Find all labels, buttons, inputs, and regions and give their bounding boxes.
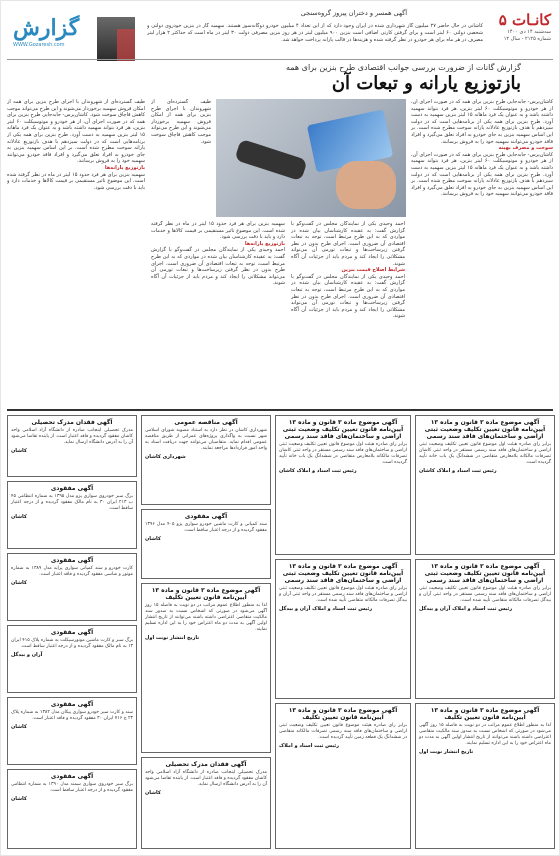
ad-title: آگهی مناقصه عمومی	[174, 419, 238, 426]
notice-title: آگهی موضوع ماده ۳ قانون و ماده ۱۳ آیین‌نامه قانون تعیین تکلیف وضعیت ثبتی اراضی و ساختمان‌های فاقد سند رسمی	[424, 419, 546, 440]
ad-box-4	[7, 625, 137, 693]
ad-footer: شهرداری کاشان	[145, 454, 186, 460]
hand-graphic	[336, 161, 396, 209]
ad-box-8	[141, 509, 271, 579]
ad-box-2	[7, 481, 137, 549]
notice-box-6	[415, 703, 555, 849]
notice-box-1	[275, 415, 411, 555]
notice-title: آگهی موضوع ماده ۳ قانون و ماده ۱۳ آیین‌نامه قانون تعیین تکلیف	[288, 707, 398, 721]
notice-body: برابر رای صادره هیئت اول موضوع قانون تعیین تکلیف وضعیت ثبتی اراضی و ساختمان‌های فاقد سند رسمی مستقر در واحد ثبتی کاشان تصرفات مالکانه بلامعارض متقاضی در ششدانگ یک باب خانه تأیید گردیده است.	[419, 442, 551, 465]
ad-box-1	[7, 415, 137, 477]
publication-date: سه‌شنبه ۱۴ دی ۱۴۰۰	[507, 29, 551, 35]
ad-body: سند و کارت سبز خودرو سواری پیکان مدل ۱۳۸۲ به شماره پلاک ۲۳ ج ۷۱۶ ایران ۳۰ مفقود گردیده و فاقد اعتبار است.	[11, 710, 133, 721]
notice-footer: رئیس ثبت اسناد و املاک	[279, 743, 339, 749]
story-text-3b: احمد وحیدی یکی از نمایندگان مجلس در گفت‌وگو با گزارش گفت: به عقیده کارشناسان بیان شده در مواردی که به این طرح مرتبط است، توجه به تبعات اقتصادی آن ضروری است. اجرای طرح بدون در نظر گرفتن زیرساخت‌ها و تبعات تورمی آن می‌تواند مشکلاتی را ایجاد کند و مردم باید از جزئیات آن آگاه شوند.	[151, 247, 285, 287]
ad-body: سند کمپانی و کارت ماشین خودرو سواری پژو ۴۰۵ مدل ۱۳۹۶ مفقود گردیده و از درجه اعتبار ساقط است.	[145, 522, 268, 533]
ad-body: برگ سبز خودروی سواری سمند مدل ۱۳۹۰ به شماره انتظامی مفقود گردیده و از درجه اعتبار ساقط است.	[11, 782, 133, 793]
story-column-1	[411, 99, 553, 399]
ad-footer: کاشان	[11, 724, 27, 730]
notice-footer: رئیس ثبت اسناد و املاک آران و بیدگل	[279, 606, 373, 612]
notice-title: آگهی موضوع ماده ۳ قانون و ماده ۱۳ آیین‌نامه قانون تعیین تکلیف وضعیت ثبتی اراضی و ساختمان‌های فاقد سند رسمی	[282, 563, 404, 584]
ad-body: مدرک تحصیلی اینجانب صادره از دانشگاه آزاد اسلامی واحد کاشان مفقود گردیده و فاقد اعتبار است. از یابنده تقاضا می‌شود آن را به آدرس دانشگاه ارسال نماید.	[145, 770, 267, 787]
notice-body: برابر رای صادره هیئت موضوع قانون تعیین تکلیف وضعیت ثبتی اراضی و ساختمان‌های فاقد سند رسمی تصرفات مالکانه متقاضی در ششدانگ یک قطعه زمین تأیید گردیده است.	[279, 723, 407, 740]
header-article-text: کاشانی در حال حاضر ۲۷ میلیون گاز شهرداری شده در ایران وجود دارد که از این تعداد ۴ میلیون خودرو دوگانه‌سوز هستند. سهمیه گاز در بنزین خودروی دولتی و شخصی دولتی ۶۰ لیتر است و برای گرفتن کارتی اضافی است بنزین ۹۰۰ میلیون لیتر در هر روز بنزین مصرفی دولت ۳۰ لیتر در ماه است که حداکثر ۲ هزار لیتر مصرف در هر ماه برای هر خودرو در نظر گرفته شده و هزینه‌ها در قالب یارانه پرداخت خواهد شد.	[147, 23, 483, 43]
ad-title: آگهی مفقودی	[50, 485, 94, 492]
ad-body: برگ سبز خودروی سواری پژو مدل ۱۳۹۵ به شماره انتظامی ۴۵ ب ۲۱۳ ایران ۳۰ به نام مالک مفقود گردیده و از درجه اعتبار ساقط است.	[11, 494, 133, 511]
story-text-5: طیف گسترده‌ای از شهروندان با اجرای طرح بنزین برای همه از امکان فروش سهمیه برخوردار می‌شوند و این طرح می‌تواند موجب کاهش قاچاق سوخت شود.	[7, 99, 145, 119]
notice-body: لذا به منظور اطلاع عموم مراتب در دو نوبت به فاصله ۱۵ روز آگهی می‌شود در صورتی که اشخاص نسبت به صدور سند مالکیت متقاضی اعتراضی داشته باشند می‌توانند از تاریخ انتشار اولین آگهی به مدت دو ماه اعتراض خود را به این اداره تسلیم نمایند.	[419, 723, 551, 746]
notice-box-3	[275, 703, 411, 849]
story-text-1b: کاشان‌پرس- جابه‌جایی طرح بنزین برای همه که در صورت اجرای آن، از هر خودرو و موتوسیکلت ۶۰ لیتر بنزین، هر فرد بتواند سهمیه داشته باشد و به عنوان یک فرد ماهانه ۱۵ لیتر بنزین سهمیه به دست آورد. طرح بنزین برای همه یکی از برنامه‌هایی است که در دولت سیزدهم با هدف بازتوزیع عادلانه یارانه سوخت مطرح شده است. بر این اساس سهمیه بنزین به جای خودرو به افراد تعلق می‌گیرد و افراد فاقد خودرو می‌توانند سهمیه خود را به فروش برسانند.	[411, 151, 553, 198]
notice-body: برابر رای صادره هیئت اول موضوع قانون تعیین تکلیف وضعیت ثبتی اراضی و ساختمان‌های فاقد سند رسمی مستقر در واحد ثبتی آران و بیدگل تصرفات مالکانه متقاضی تأیید شده است.	[419, 586, 551, 603]
ad-footer: کاشان	[145, 790, 161, 796]
ad-box-7	[141, 415, 271, 505]
story-text-5c: سهمیه بنزین برای هر فرد حدود ۱۵ لیتر در ماه در نظر گرفته شده است. این موضوع تاثیر مستقیمی بر قیمت کالاها و خدمات دارد و باید با دقت بررسی شود.	[7, 171, 145, 191]
page-header	[7, 9, 553, 57]
ad-box-9	[141, 583, 271, 753]
story-subhead-3: بازتوزیع یارانه‌ها	[244, 240, 285, 247]
notice-box-2	[275, 559, 411, 699]
ad-title: آگهی مفقودی	[50, 557, 94, 564]
story-kicker: گزارش گانات از ضرورت بررسی جوانب اقتصادی طرح بنزین برای همه	[286, 63, 521, 72]
header-divider	[7, 59, 553, 60]
notice-body: برابر رای صادره هیئت اول موضوع قانون تعیین تکلیف وضعیت ثبتی اراضی و ساختمان‌های فاقد سند رسمی مستقر در واحد ثبتی کاشان تصرفات مالکانه بلامعارض متقاضی در ششدانگ یک باب خانه تأیید گردیده است.	[279, 442, 407, 465]
ad-footer: کاشان	[11, 448, 27, 454]
ad-box-6	[7, 769, 137, 849]
publication-name: ۵ کانـات	[498, 11, 551, 29]
ad-footer: تاریخ انتشار نوبت اول	[145, 635, 200, 641]
story-text-2: احمد وحیدی یکی از نمایندگان مجلس در گفت‌وگو با گزارش گفت: به عقیده کارشناسان بیان شده در مواردی که به این طرح مرتبط است، توجه به تبعات اقتصادی آن ضروری است. اجرای طرح بدون در نظر گرفتن زیرساخت‌ها و تبعات تورمی آن می‌تواند مشکلاتی را ایجاد کند و مردم باید از جزئیات آن آگاه شوند.	[291, 221, 405, 267]
story-subhead-2: شرایط اصلاح قیمت بنزین	[341, 267, 405, 274]
story-text-4: طیف گسترده‌ای از شهروندان با اجرای طرح بنزین برای همه از امکان فروش سهمیه برخوردار می‌شوند و این طرح می‌تواند موجب کاهش قاچاق سوخت شود.	[151, 99, 211, 145]
ad-footer: آران و بیدگل	[11, 652, 43, 658]
ad-body: شهرداری کاشان در نظر دارد به استناد مصوبه شورای اسلامی شهر نسبت به واگذاری پروژه‌های عمرانی از طریق مناقصه عمومی اقدام نماید. متقاضیان می‌توانند جهت دریافت اسناد به واحد امور قراردادها مراجعه نمایند.	[145, 428, 267, 451]
notice-box-5	[415, 559, 555, 699]
fuel-nozzle-graphic	[234, 139, 307, 182]
ad-box-10	[141, 757, 271, 849]
story-subhead-4: بازتوزیع یارانه‌ها	[104, 164, 145, 171]
story-text-2b: احمد وحیدی یکی از نمایندگان مجلس در گفت‌وگو با گزارش گفت: به عقیده کارشناسان بیان شده در مواردی که به این طرح مرتبط است، توجه به تبعات اقتصادی آن ضروری است. اجرای طرح بدون در نظر گرفتن زیرساخت‌ها و تبعات تورمی آن می‌تواند مشکلاتی را ایجاد کند و مردم باید از جزئیات آن آگاه شوند.	[291, 273, 405, 320]
notice-title: آگهی موضوع ماده ۳ قانون و ماده ۱۳ آیین‌نامه قانون تعیین تکلیف وضعیت ثبتی اراضی و ساختمان‌های فاقد سند رسمی	[424, 563, 546, 584]
ad-body: مدرک تحصیلی اینجانب صادره از دانشگاه آزاد اسلامی واحد کاشان مفقود گردیده و فاقد اعتبار است. از یابنده تقاضا می‌شود آن را به آدرس دانشگاه ارسال نماید.	[11, 428, 133, 445]
ad-footer: کاشان	[11, 580, 27, 586]
publication-issue: شماره ۲۱۲۵ - سال ۱۲	[503, 36, 551, 42]
ad-body: لذا به منظور اطلاع عموم مراتب در دو نوبت به فاصله ۱۵ روز آگهی می‌شود در صورتی که اشخاص نسبت به صدور سند مالکیت متقاضی اعتراضی داشته باشند می‌توانند از تاریخ انتشار اولین آگهی به مدت دو ماه اعتراض خود را به این اداره تسلیم نمایند.	[145, 603, 267, 632]
header-photo-accent	[117, 29, 135, 61]
story-column-4	[151, 99, 211, 217]
ad-title: آگهی مفقودی	[50, 773, 94, 780]
ad-box-5	[7, 697, 137, 765]
story-subhead-1: سوخت و مصرف بهینه	[498, 145, 553, 152]
story-headline: بازتوزیع یارانه و تبعات آن	[331, 73, 521, 94]
logo-title: گزارش	[13, 15, 80, 41]
ads-divider	[7, 409, 553, 411]
notice-footer: رئیس ثبت اسناد و املاک کاشان	[419, 468, 497, 474]
ad-title: آگهی مفقودی	[50, 701, 94, 708]
story-column-2	[291, 221, 405, 401]
ad-body: برگ سبز و کارت ماشین موتورسیکلت به شماره پلاک ۴۱۵ ایران ۱۳ به نام مالک مفقود گردیده و از درجه اعتبار ساقط است.	[11, 638, 134, 649]
notice-footer: رئیس ثبت اسناد و املاک آران و بیدگل	[419, 606, 513, 612]
header-caption: آگهی همسر و دختران پیروز گروه‌سنجی	[300, 9, 407, 17]
story-column-3	[151, 221, 285, 401]
ad-title: آگهی موضوع ماده ۳ قانون و ماده ۱۳ آیین‌نامه قانون تعیین تکلیف	[151, 587, 261, 601]
notice-title: آگهی موضوع ماده ۳ قانون و ماده ۱۳ آیین‌نامه قانون تعیین تکلیف	[430, 707, 540, 721]
ad-footer: کاشان	[11, 796, 27, 802]
ad-body: کارت خودرو و سند کمپانی سواری پراید مدل ۱۳۸۹ به شماره موتور و شاسی مفقود گردیده و فاقد اعتبار است.	[11, 566, 133, 577]
notice-box-4	[415, 415, 555, 555]
ad-footer: کاشان	[145, 536, 161, 542]
logo-website: WWW.Gozaresh.com	[13, 42, 65, 48]
notice-body: برابر رای صادره هیئت اول موضوع قانون تعیین تکلیف وضعیت ثبتی اراضی و ساختمان‌های فاقد سند رسمی مستقر در واحد ثبتی آران و بیدگل تصرفات مالکانه متقاضی تأیید شده است.	[279, 586, 407, 603]
ad-footer: کاشان	[11, 514, 27, 520]
notice-title: آگهی موضوع ماده ۳ قانون و ماده ۱۳ آیین‌نامه قانون تعیین تکلیف وضعیت ثبتی اراضی و ساختمان‌های فاقد سند رسمی	[282, 419, 404, 440]
story-text-3: سهمیه بنزین برای هر فرد حدود ۱۵ لیتر در ماه در نظر گرفته شده است. این موضوع تاثیر مستقیمی بر قیمت کالاها و خدمات دارد و باید با دقت بررسی شود.	[151, 221, 285, 241]
story-photo-fuel-card	[216, 99, 406, 217]
ad-box-3	[7, 553, 137, 621]
notice-footer: رئیس ثبت اسناد و املاک کاشان	[279, 468, 357, 474]
publication-masthead	[489, 11, 551, 43]
story-text-5b: کاشان‌پرس- جابه‌جایی طرح بنزین برای همه که در صورت اجرای آن، از هر خودرو و موتوسیکلت ۶۰ لیتر بنزین، هر فرد بتواند سهمیه داشته باشد و به عنوان یک فرد ماهانه ۱۵ لیتر بنزین سهمیه به دست آورد. طرح بنزین برای همه یکی از برنامه‌هایی است که در دولت سیزدهم با هدف بازتوزیع عادلانه یارانه سوخت مطرح شده است. بر این اساس سهمیه بنزین به جای خودرو به افراد تعلق می‌گیرد و افراد فاقد خودرو می‌توانند سهمیه خود را به فروش برسانند.	[7, 112, 145, 165]
ad-title: آگهی فقدان مدرک تحصیلی	[165, 761, 247, 768]
newspaper-logo	[9, 9, 87, 55]
ad-title: آگهی مفقودی	[50, 629, 94, 636]
story-column-5	[7, 99, 145, 399]
story-text-1: کاشان‌پرس- جابه‌جایی طرح بنزین برای همه که در صورت اجرای آن، از هر خودرو و موتوسیکلت ۶۰ لیتر بنزین، هر فرد بتواند سهمیه داشته باشد و به عنوان یک فرد ماهانه ۱۵ لیتر بنزین سهمیه به دست آورد. طرح بنزین برای همه یکی از برنامه‌هایی است که در دولت سیزدهم با هدف بازتوزیع عادلانه یارانه سوخت مطرح شده است. بر این اساس سهمیه بنزین به جای خودرو به افراد تعلق می‌گیرد و افراد فاقد خودرو می‌توانند سهمیه خود را به فروش برسانند.	[411, 99, 553, 145]
ad-title: آگهی فقدان مدرک تحصیلی	[31, 419, 113, 426]
notice-footer: تاریخ انتشار نوبت اول	[419, 749, 474, 755]
ad-title: آگهی مفقودی	[184, 513, 228, 520]
